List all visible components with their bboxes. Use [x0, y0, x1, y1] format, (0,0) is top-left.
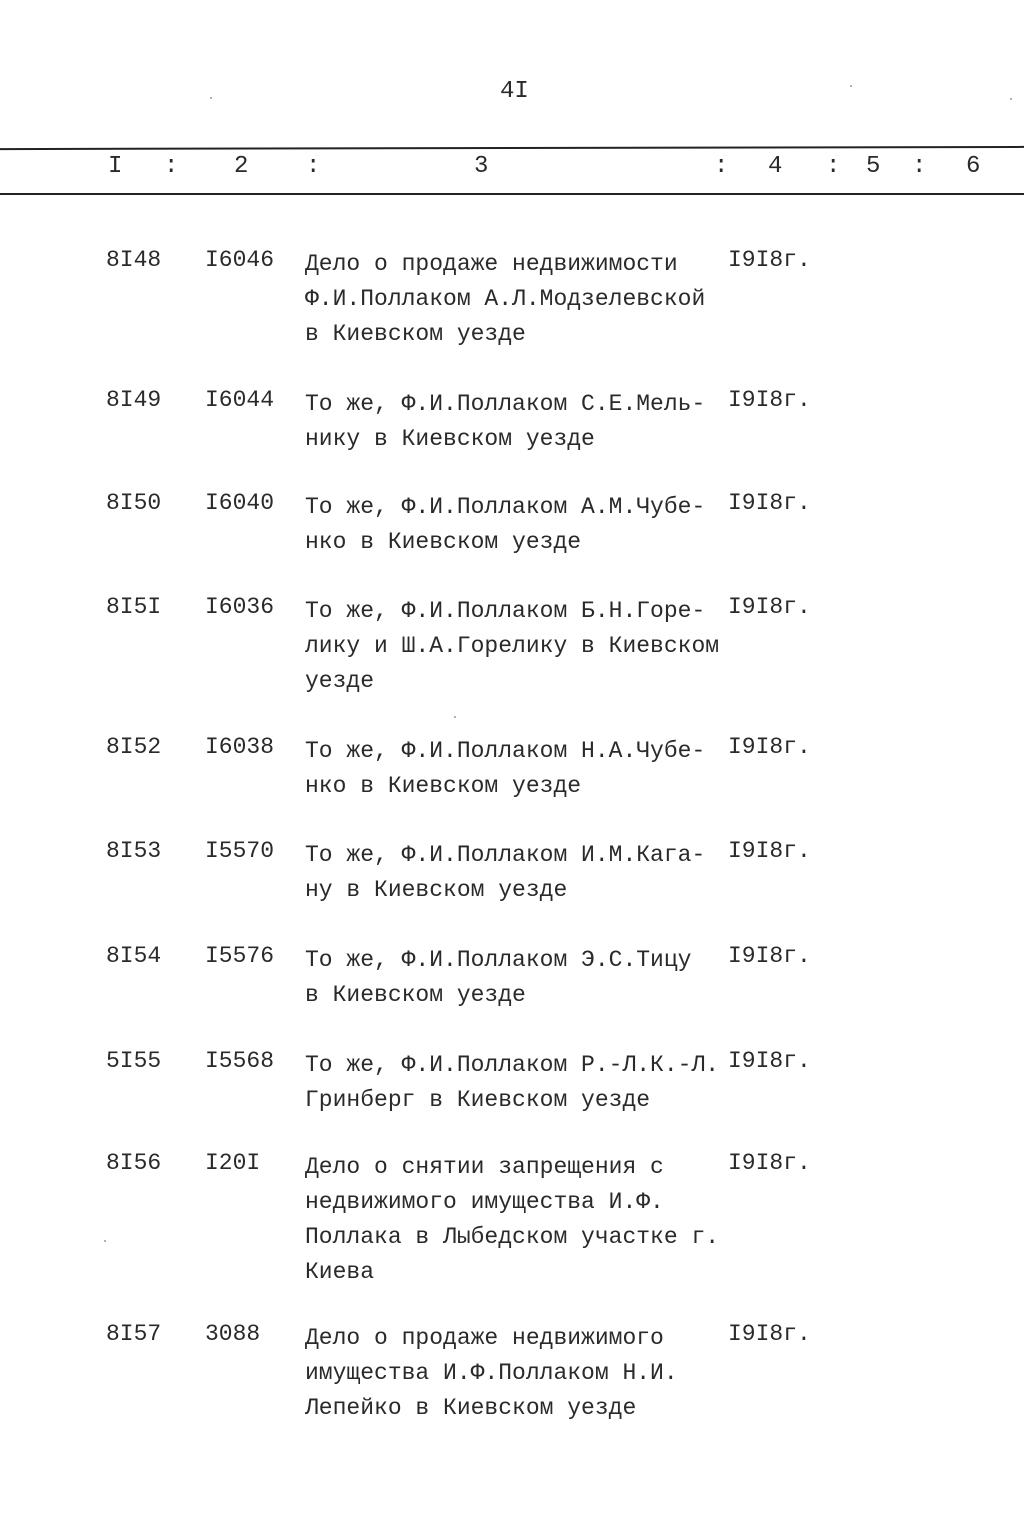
description-line: То же, Ф.И.Поллаком Э.С.Тицу [305, 947, 692, 973]
case-number: I5576 [205, 943, 275, 969]
description-line: То же, Ф.И.Поллаком С.Е.Мель- [305, 391, 706, 417]
description-line: недвижимого имущества И.Ф. [305, 1189, 664, 1215]
entry-number: 8I50 [106, 490, 162, 516]
header-top-rule [0, 146, 1024, 150]
case-year: I9I8г. [728, 1150, 811, 1176]
description-line: То же, Ф.И.Поллаком И.М.Кага- [305, 842, 706, 868]
scan-speck [1010, 98, 1012, 100]
case-description [305, 838, 705, 908]
case-year: I9I8г. [728, 247, 811, 273]
header-col-4: 4 [768, 153, 783, 180]
description-line: Гринберг в Киевском уезде [305, 1087, 651, 1113]
case-number: I5568 [205, 1048, 275, 1074]
entry-number: 8I56 [106, 1150, 162, 1176]
case-year: I9I8г. [728, 1321, 811, 1347]
case-year: I9I8г. [728, 734, 811, 760]
entry-number: 8I53 [106, 838, 162, 864]
header-separator: : [912, 153, 927, 180]
case-number: I6036 [205, 594, 275, 620]
header-bottom-rule [0, 193, 1024, 195]
scan-speck [454, 716, 456, 718]
case-number: 3088 [205, 1321, 261, 1347]
entry-number: 8I52 [106, 734, 162, 760]
case-year: I9I8г. [728, 1048, 811, 1074]
entry-number: 8I54 [106, 943, 162, 969]
description-line: ну в Киевском уезде [305, 877, 568, 903]
description-line: Дело о снятии запрещения с [305, 1154, 664, 1180]
case-description [305, 490, 705, 560]
description-line: в Киевском уезде [305, 982, 526, 1008]
description-line: имущества И.Ф.Поллаком Н.И. [305, 1360, 678, 1386]
description-line: уезде [305, 668, 375, 694]
case-number: I20I [205, 1150, 261, 1176]
scan-speck [850, 85, 852, 87]
description-line: лику и Ш.А.Горелику в Киевском [305, 633, 720, 659]
description-line: в Киевском уезде [305, 321, 526, 347]
description-line: Поллака в Лыбедском участке г. [305, 1224, 720, 1250]
description-line: нко в Киевском уезде [305, 529, 582, 555]
case-year: I9I8г. [728, 943, 811, 969]
description-line: Дело о продаже недвижимого [305, 1325, 664, 1351]
scan-speck [210, 97, 212, 99]
case-number: I6040 [205, 490, 275, 516]
entry-number: 8I48 [106, 247, 162, 273]
case-description [305, 1048, 719, 1118]
page-number: 4I [500, 78, 529, 105]
header-separator: : [306, 153, 321, 180]
case-description [305, 247, 705, 352]
case-number: I6046 [205, 247, 275, 273]
description-line: Киева [305, 1259, 375, 1285]
case-year: I9I8г. [728, 594, 811, 620]
header-separator: : [164, 153, 179, 180]
entry-number: 8I5I [106, 594, 162, 620]
description-line: То же, Ф.И.Поллаком Н.А.Чубе- [305, 738, 706, 764]
case-number: I5570 [205, 838, 275, 864]
description-line: Дело о продаже недвижимости [305, 251, 678, 277]
header-col-3: 3 [474, 153, 489, 180]
case-number: I6038 [205, 734, 275, 760]
description-line: То же, Ф.И.Поллаком Б.Н.Горе- [305, 598, 706, 624]
case-description [305, 1150, 719, 1290]
case-number: I6044 [205, 387, 275, 413]
scan-speck [104, 1240, 106, 1242]
header-separator: : [826, 153, 841, 180]
entry-number: 8I57 [106, 1321, 162, 1347]
case-year: I9I8г. [728, 387, 811, 413]
case-description [305, 594, 719, 699]
entry-number: 8I49 [106, 387, 162, 413]
case-description [305, 387, 705, 457]
case-description [305, 943, 691, 1013]
description-line: То же, Ф.И.Поллаком А.М.Чубе- [305, 494, 706, 520]
case-year: I9I8г. [728, 838, 811, 864]
description-line: То же, Ф.И.Поллаком Р.-Л.К.-Л. [305, 1052, 720, 1078]
case-description [305, 1321, 678, 1426]
header-col-5: 5 [866, 153, 881, 180]
header-col-1: I [108, 153, 123, 180]
description-line: нко в Киевском уезде [305, 773, 582, 799]
case-description [305, 734, 705, 804]
description-line: Ф.И.Поллаком А.Л.Модзелевской [305, 286, 706, 312]
description-line: нику в Киевском уезде [305, 426, 595, 452]
header-separator: : [714, 153, 729, 180]
entry-number: 5I55 [106, 1048, 162, 1074]
header-col-2: 2 [234, 153, 249, 180]
header-col-6: 6 [966, 153, 981, 180]
description-line: Лепейко в Киевском уезде [305, 1395, 637, 1421]
case-year: I9I8г. [728, 490, 811, 516]
